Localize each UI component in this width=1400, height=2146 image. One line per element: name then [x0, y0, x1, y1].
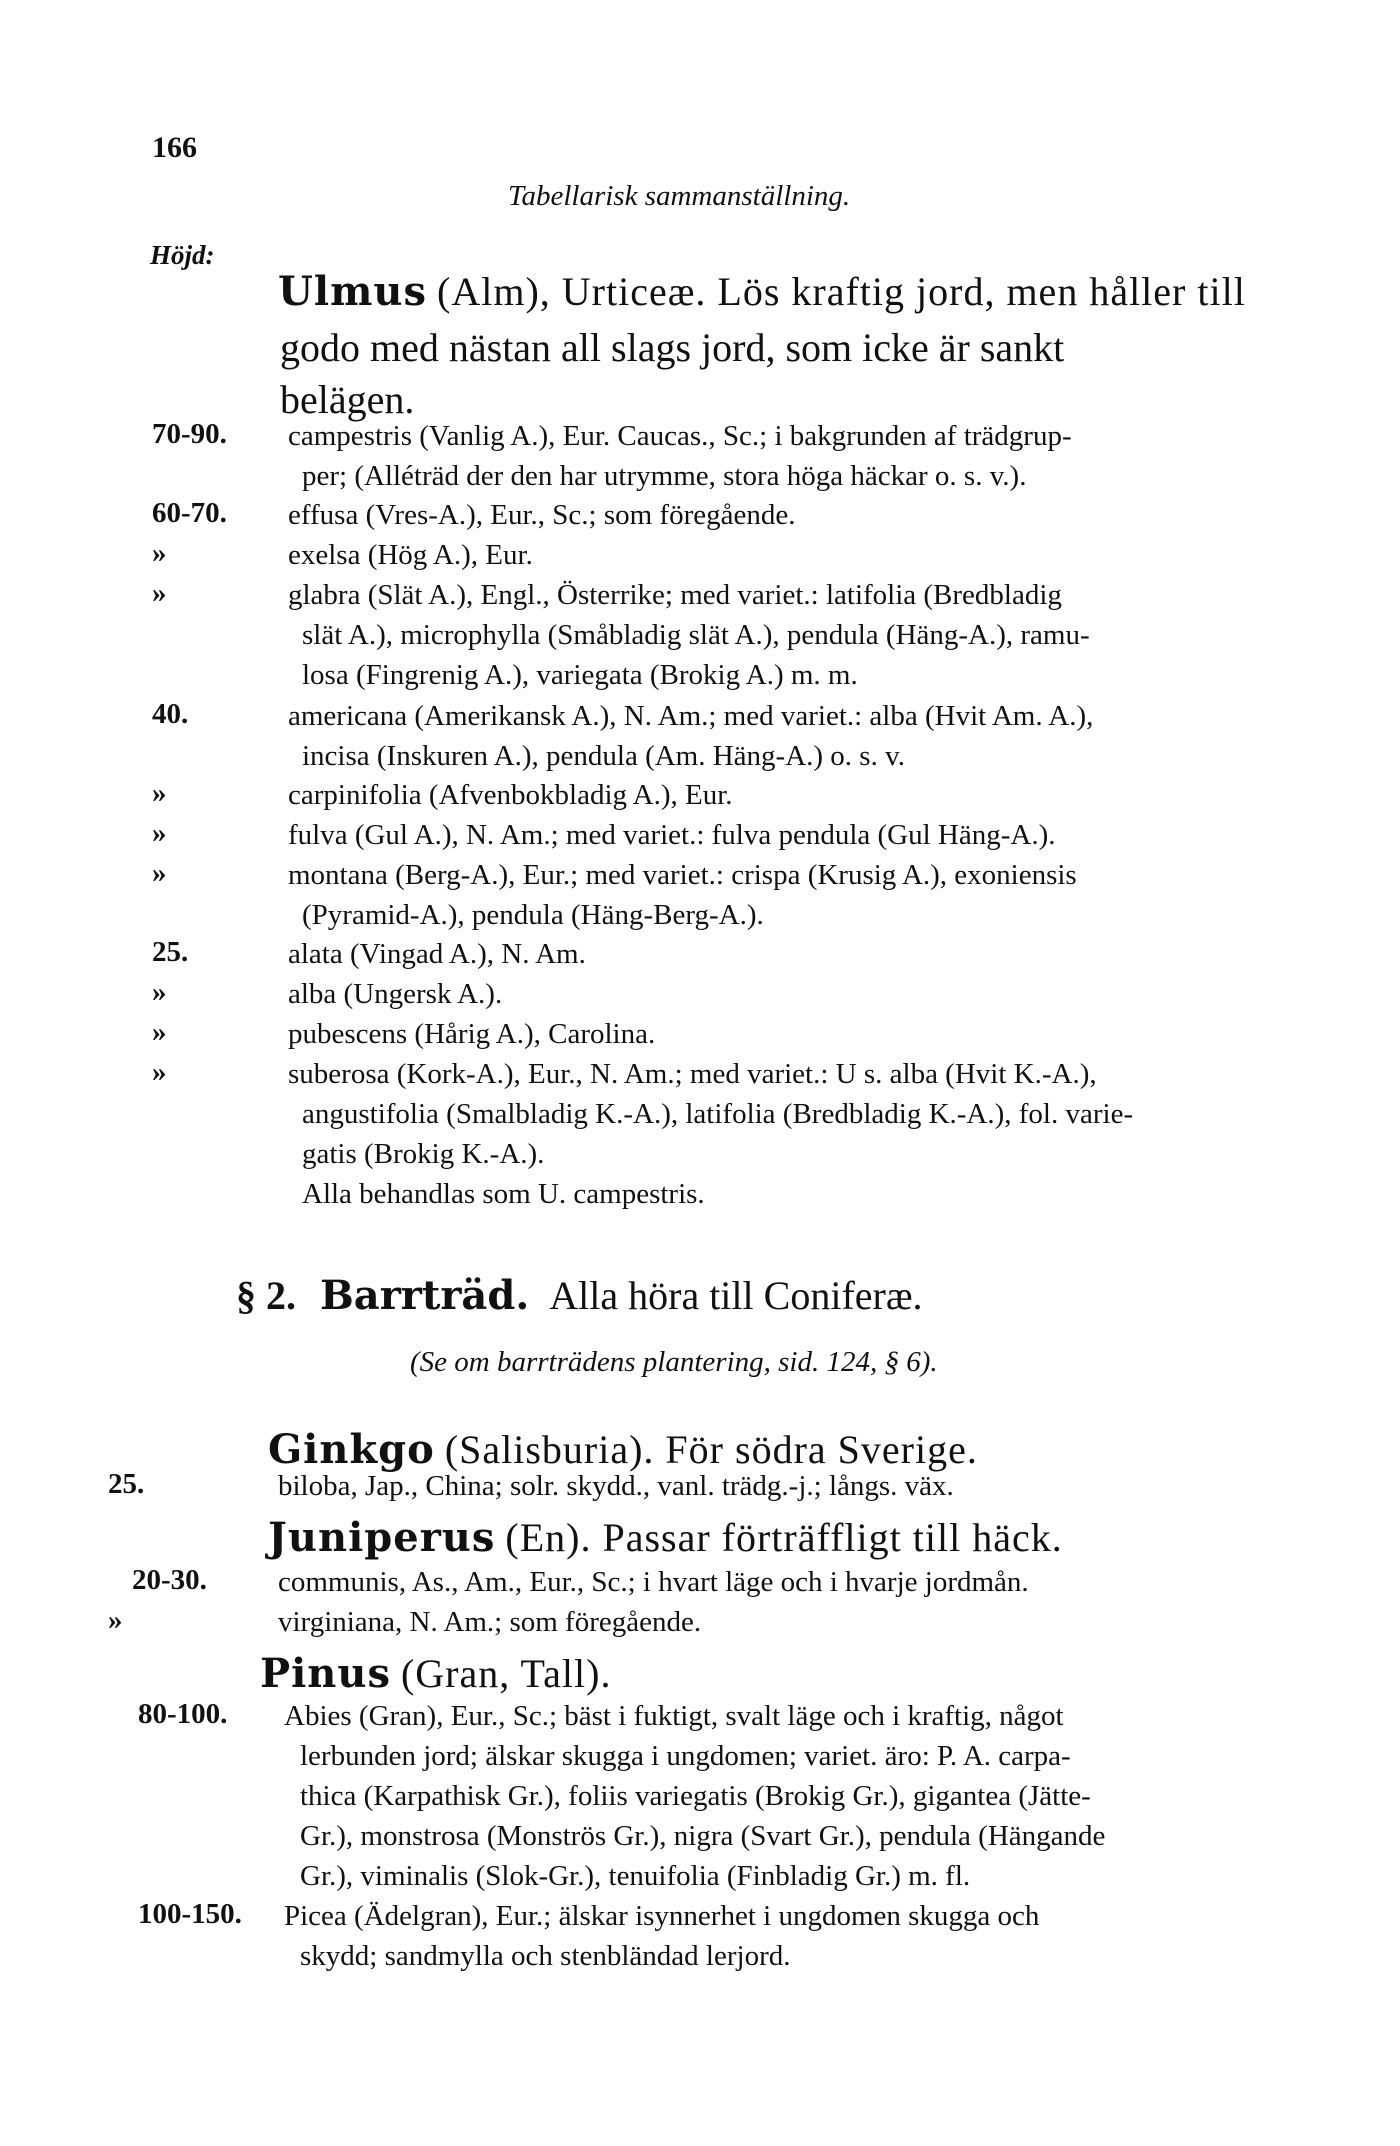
entry-line: per; (Alléträd der den har utrymme, stora höga häckar o. s. v.). — [302, 460, 1027, 492]
entry-line: gatis (Brokig K.-A.). — [302, 1138, 545, 1170]
section-heading — [236, 1272, 923, 1319]
height-column-label: Höjd: — [150, 240, 215, 270]
entry-line: virginiana, N. Am.; som föregående. — [278, 1606, 702, 1638]
height-value: 40. — [152, 698, 189, 730]
entry-line: slät A.), microphylla (Småbladig slät A.), pendula (Häng-A.), ramu- — [302, 619, 1090, 651]
height-value: » — [152, 577, 167, 609]
entry-line: effusa (Vres-A.), Eur., Sc.; som föregående. — [288, 499, 796, 531]
entry-line: americana (Amerikansk A.), N. Am.; med variet.: alba (Hvit Am. A.), — [288, 700, 1094, 732]
height-value: » — [152, 537, 167, 569]
entry-line: alba (Ungersk A.). — [288, 978, 503, 1010]
entry-line: incisa (Inskuren A.), pendula (Am. Häng-A.) o. s. v. — [302, 740, 905, 772]
height-value: 70-90. — [152, 418, 227, 450]
section-note: (Se om barrträdens plantering, sid. 124, § 6). — [410, 1346, 938, 1378]
genus-name: Ulmus — [278, 268, 428, 315]
entry-line: pubescens (Hårig A.), Carolina. — [288, 1018, 656, 1050]
entry-line: glabra (Slät A.), Engl., Österrike; med variet.: latifolia (Bredbladig — [288, 579, 1062, 611]
genus-name: Juniperus — [268, 1514, 496, 1561]
height-value: » — [152, 1016, 167, 1048]
entry-line: montana (Berg-A.), Eur.; med variet.: crispa (Krusig A.), exoniensis — [288, 859, 1077, 891]
height-value: » — [152, 817, 167, 849]
entry-line: (Pyramid-A.), pendula (Häng-Berg-A.). — [302, 899, 764, 931]
height-value: » — [152, 976, 167, 1008]
genus-description-line: belägen. — [280, 377, 415, 422]
entry-line: carpinifolia (Afvenbokbladig A.), Eur. — [288, 779, 733, 811]
entry-line: biloba, Jap., China; solr. skydd., vanl. trädg.-j.; långs. väx. — [278, 1470, 954, 1502]
height-value: 25. — [108, 1468, 145, 1500]
entry-line: alata (Vingad A.), N. Am. — [288, 938, 586, 970]
section-subtitle: Alla höra till Coniferæ. — [549, 1273, 923, 1318]
genus-description: (En). Passar förträffligt till häck. — [505, 1515, 1063, 1560]
entry-line: suberosa (Kork-A.), Eur., N. Am.; med variet.: U s. alba (Hvit K.-A.), — [288, 1058, 1097, 1090]
section-mark: § 2. — [236, 1273, 296, 1318]
height-value: 100-150. — [138, 1898, 242, 1930]
height-value: 25. — [152, 936, 189, 968]
genus-heading-pinus — [260, 1646, 611, 1702]
height-value: » — [152, 857, 167, 889]
height-value: 80-100. — [138, 1698, 228, 1730]
entry-line: angustifolia (Smalbladig K.-A.), latifolia (Bredbladig K.-A.), fol. varie- — [302, 1098, 1134, 1130]
genus-description: (Gran, Tall). — [400, 1651, 612, 1696]
height-value: 20-30. — [132, 1564, 207, 1596]
entry-line: thica (Karpathisk Gr.), foliis variegatis (Brokig Gr.), gigantea (Jätte- — [300, 1780, 1091, 1812]
genus-heading-ulmus — [278, 264, 1246, 320]
genus-name: Pinus — [260, 1650, 391, 1697]
entry-line: losa (Fingrenig A.), variegata (Brokig A.) m. m. — [302, 659, 858, 691]
entry-line: skydd; sandmylla och stenbländad lerjord. — [300, 1940, 791, 1972]
height-value: » — [152, 1056, 167, 1088]
running-title: Tabellarisk sammanställning. — [508, 180, 851, 212]
entry-line: Abies (Gran), Eur., Sc.; bäst i fuktigt, svalt läge och i kraftig, något — [284, 1700, 1064, 1732]
page-number: 166 — [152, 131, 197, 164]
entry-line: Picea (Ädelgran), Eur.; älskar isynnerhet i ungdomen skugga och — [284, 1900, 1040, 1932]
entry-line: lerbunden jord; älskar skugga i ungdomen; variet. äro: P. A. carpa- — [300, 1740, 1071, 1772]
entry-line: campestris (Vanlig A.), Eur. Caucas., Sc.; i bakgrunden af trädgrup- — [288, 420, 1072, 452]
entry-line: Gr.), viminalis (Slok-Gr.), tenuifolia (Finbladig Gr.) m. fl. — [300, 1860, 971, 1892]
entry-line: fulva (Gul A.), N. Am.; med variet.: fulva pendula (Gul Häng-A.). — [288, 819, 1056, 851]
height-value: » — [152, 777, 167, 809]
section-title: Barrträd. — [320, 1272, 530, 1319]
entry-line: Gr.), monstrosa (Monströs Gr.), nigra (Svart Gr.), pendula (Hängande — [300, 1820, 1106, 1852]
height-value: » — [108, 1604, 123, 1636]
height-value: 60-70. — [152, 497, 227, 529]
genus-name: Ginkgo — [268, 1426, 435, 1473]
genus-heading-juniperus — [268, 1510, 1063, 1566]
entry-line: exelsa (Hög A.), Eur. — [288, 539, 533, 571]
entry-note: Alla behandlas som U. campestris. — [302, 1178, 705, 1210]
genus-description: (Salisburia). För södra Sverige. — [444, 1427, 978, 1472]
genus-description-line: godo med nästan all slags jord, som icke är sankt — [280, 325, 1065, 370]
genus-description: (Alm), Urticeæ. Lös kraftig jord, men håller till — [437, 269, 1246, 314]
entry-line: communis, As., Am., Eur., Sc.; i hvart läge och i hvarje jordmån. — [278, 1566, 1029, 1598]
